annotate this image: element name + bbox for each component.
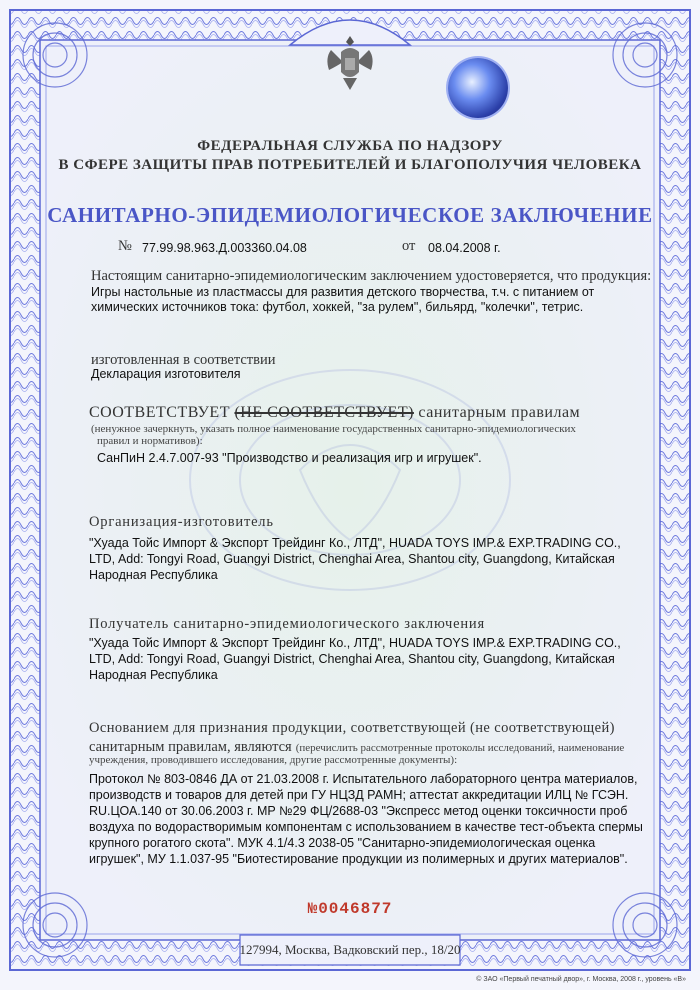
header-line-1: ФЕДЕРАЛЬНАЯ СЛУЖБА ПО НАДЗОРУ — [197, 138, 503, 154]
header-line-2: В СФЕРЕ ЗАЩИТЫ ПРАВ ПОТРЕБИТЕЛЕЙ И БЛАГОПОЛУЧИЯ ЧЕЛОВЕКА — [58, 157, 642, 173]
hologram-seal — [448, 58, 508, 118]
basis-note-2: учреждения, проводившего исследования, другие рассмотренные документы): — [89, 754, 458, 766]
document-title: САНИТАРНО-ЭПИДЕМИОЛОГИЧЕСКОЕ ЗАКЛЮЧЕНИЕ — [47, 203, 653, 227]
basis-line-1: Протокол № 803-0846 ДА от 21.03.2008 г. Испытательного лабораторного центра материалов, — [89, 772, 638, 786]
manufactured-value: Декларация изготовителя — [91, 367, 241, 381]
compliance-note-2: правил и нормативов): — [97, 435, 203, 447]
basis-line-6: игрушек", МУ 1.1.037-95 "Биотестирование продукции из полимерных и других материалов". — [89, 852, 628, 866]
address: 127994, Москва, Вадковский пер., 18/20 — [239, 942, 461, 957]
basis-line-4: воздуха по водорастворимым компонентам с использованием в качестве тест-объекта спермы — [89, 820, 643, 834]
recipient-line-1: "Хуада Тойс Импорт & Экспорт Трейдинг Ко., ЛТД", HUADA TOYS IMP.& EXP.TRADING CO., — [89, 636, 621, 650]
recipient-line-2: LTD, Add: Tongyi Road, Guangyi District, Chenghai Area, Shantou city, Guangdong, Китайская — [89, 652, 615, 666]
number-prefix: № — [118, 238, 132, 254]
compliance-value: СанПиН 2.4.7.007-93 "Производство и реализация игр и игрушек". — [97, 451, 482, 465]
basis-line-2: производств и товаров для детей при ГУ НЦЗД РАМН; аттестат аккредитации ИЛЦ № ГСЭН. — [89, 788, 629, 802]
basis-label-2: санитарным правилам, являются — [89, 739, 292, 755]
basis-line-3: RU.ЦОА.140 от 30.06.2003 г. МР №29 ФЦ/2688-03 "Экспресс метод оценки токсичности проб — [89, 804, 628, 818]
basis-line-5: крупного рогатого скота". МУК 4.1/4.3 2038-05 "Санитарно-эпидемиологическая оценка — [89, 836, 596, 850]
serial-number: №0046877 — [307, 900, 393, 918]
organization-label: Организация-изготовитель — [89, 514, 274, 530]
organization-line-2: LTD, Add: Tongyi Road, Guangyi District, Chenghai Area, Shantou city, Guangdong, Китайская — [89, 552, 615, 566]
printer-imprint: © ЗАО «Первый печатный двор», г. Москва, 2008 г., уровень «В» — [476, 976, 686, 983]
complies-label: СООТВЕТСТВУЕТ — [89, 404, 230, 421]
organization-line-3: Народная Республика — [89, 568, 218, 582]
recipient-line-3: Народная Республика — [89, 668, 218, 682]
manufactured-label: изготовленная в соответствии — [91, 352, 276, 368]
basis-note-1: (перечислить рассмотренные протоколы исследований, наименование — [295, 742, 625, 754]
recipient-label: Получатель санитарно-эпидемиологического заключения — [89, 616, 485, 632]
product-line-2: химических источников тока: футбол, хоккей, "за рулем", бильярд, "колечки", тетрис. — [91, 300, 584, 314]
coat-of-arms-emblem — [323, 32, 377, 94]
certificate-number: 77.99.98.963.Д.003360.04.08 — [142, 241, 307, 255]
not-complies-struck: (НЕ СООТВЕТСТВУЕТ) — [234, 404, 414, 421]
date-prefix: от — [402, 238, 416, 254]
certificate-date: 08.04.2008 г. — [428, 241, 501, 255]
product-intro: Настоящим санитарно-эпидемиологическим заключением удостоверяется, что продукция: — [91, 268, 652, 284]
organization-line-1: "Хуада Тойс Импорт & Экспорт Трейдинг Ко., ЛТД", HUADA TOYS IMP.& EXP.TRADING CO., — [89, 536, 621, 550]
compliance-note-1: (ненужное зачеркнуть, указать полное наименование государственных санитарно-эпидемиологических — [91, 423, 576, 435]
product-line-1: Игры настольные из пластмассы для развития детского творчества, т.ч. с питанием от — [91, 285, 595, 299]
basis-label-1: Основанием для признания продукции, соответствующей (не соответствующей) — [89, 720, 615, 736]
sanitary-rules-label: санитарным правилам — [418, 404, 581, 421]
